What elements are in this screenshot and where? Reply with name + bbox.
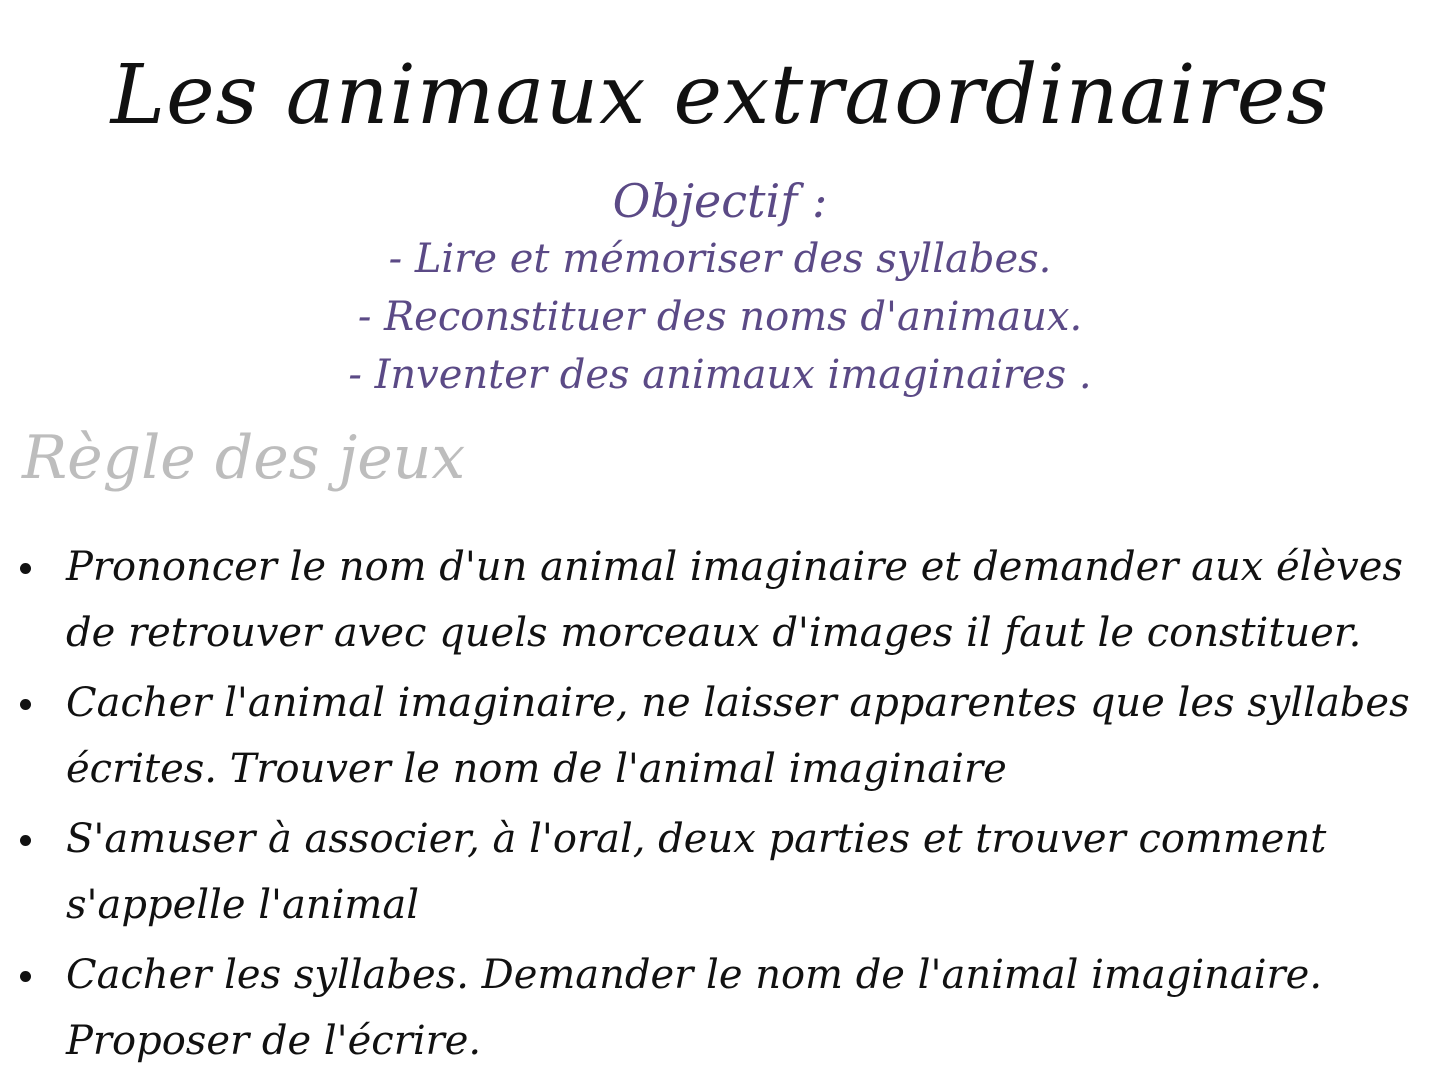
rule-item [0, 806, 1430, 938]
rule-text: Prononcer le nom d'un animal imaginaire et demander aux élèves de retrouver avec quels morceaux d'images il faut le constituer. [66, 544, 1403, 656]
objective-item: - Reconstituer des noms d'animaux. [357, 294, 1083, 340]
objective-item: - Lire et mémoriser des syllabes. [388, 236, 1052, 282]
rule-item [0, 534, 1430, 666]
objective-list [0, 230, 1440, 404]
rule-text: S'amuser à associer, à l'oral, deux parties et trouver comment s'appelle l'animal [66, 816, 1327, 928]
objectives-section [0, 172, 1440, 404]
rule-text: Cacher les syllabes. Demander le nom de l'animal imaginaire. Proposer de l'écrire. [66, 952, 1323, 1064]
rules-heading: Règle des jeux [22, 423, 466, 493]
objective-item: - Inventer des animaux imaginaires . [348, 352, 1092, 398]
bullet-icon [20, 563, 31, 574]
bullet-icon [20, 971, 31, 982]
bullet-icon [20, 835, 31, 846]
rule-item [0, 942, 1430, 1074]
objective-heading: Objectif : [612, 174, 828, 228]
rules-list [0, 534, 1430, 1078]
page-title: Les animaux extraordinaires [110, 48, 1330, 143]
bullet-icon [20, 699, 31, 710]
rule-text: Cacher l'animal imaginaire, ne laisser apparentes que les syllabes écrites. Trouver le nom de l'animal imaginaire [66, 680, 1410, 792]
rule-item [0, 670, 1430, 802]
